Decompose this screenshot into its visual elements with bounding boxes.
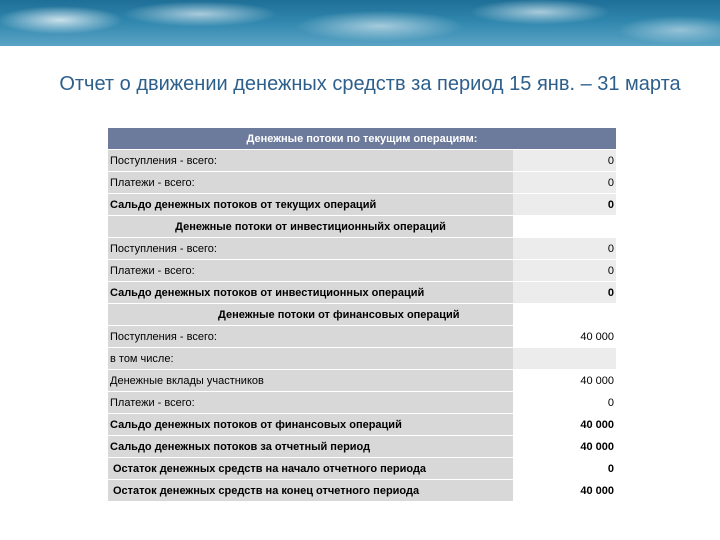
row-label: Денежные вклады участников — [108, 370, 513, 392]
row-value — [513, 348, 616, 370]
table-row — [108, 172, 616, 194]
row-label: Платежи - всего: — [108, 260, 513, 282]
row-label: в том числе: — [108, 348, 513, 370]
row-label: Сальдо денежных потоков от текущих операций — [108, 194, 513, 216]
row-value: 0 — [513, 194, 616, 216]
row-label: Остаток денежных средств на конец отчетного периода — [108, 480, 513, 502]
row-value: 0 — [513, 392, 616, 414]
sky-banner — [0, 0, 720, 46]
row-value: 0 — [513, 172, 616, 194]
table-row — [108, 260, 616, 282]
table-header-current — [108, 128, 616, 150]
row-value: 40 000 — [513, 370, 616, 392]
table-row — [108, 282, 616, 304]
table-row — [108, 458, 616, 480]
slide-title: Отчет о движении денежных средств за период 15 янв. – 31 марта — [59, 73, 681, 95]
table-row — [108, 370, 616, 392]
section-heading-blank — [513, 216, 616, 238]
cash-flow-table — [108, 128, 616, 502]
table-row — [108, 348, 616, 370]
table-header-finance — [108, 304, 616, 326]
section-heading: Денежные потоки по текущим операциям: — [108, 128, 616, 150]
table-row — [108, 480, 616, 502]
table-row — [108, 238, 616, 260]
row-value: 40 000 — [513, 480, 616, 502]
section-heading: Денежные потоки от инвестиционныйх операций — [108, 216, 513, 238]
section-heading-blank — [513, 304, 616, 326]
row-label: Сальдо денежных потоков от финансовых операций — [108, 414, 513, 436]
row-label: Сальдо денежных потоков от инвестиционных операций — [108, 282, 513, 304]
row-value: 0 — [513, 260, 616, 282]
table-header-invest — [108, 216, 616, 238]
table-row — [108, 414, 616, 436]
row-label: Поступления - всего: — [108, 238, 513, 260]
row-value: 40 000 — [513, 436, 616, 458]
row-label: Сальдо денежных потоков за отчетный период — [108, 436, 513, 458]
table-row — [108, 326, 616, 348]
row-label: Поступления - всего: — [108, 326, 513, 348]
row-value: 0 — [513, 150, 616, 172]
row-value: 0 — [513, 282, 616, 304]
section-heading: Денежные потоки от финансовых операций — [108, 304, 513, 326]
table-row — [108, 392, 616, 414]
row-value: 40 000 — [513, 326, 616, 348]
row-label: Поступления - всего: — [108, 150, 513, 172]
row-value: 0 — [513, 238, 616, 260]
row-label: Платежи - всего: — [108, 392, 513, 414]
row-label: Остаток денежных средств на начало отчетного периода — [108, 458, 513, 480]
row-value: 40 000 — [513, 414, 616, 436]
table-row — [108, 436, 616, 458]
row-label: Платежи - всего: — [108, 172, 513, 194]
row-value: 0 — [513, 458, 616, 480]
table-row — [108, 194, 616, 216]
table-row — [108, 150, 616, 172]
